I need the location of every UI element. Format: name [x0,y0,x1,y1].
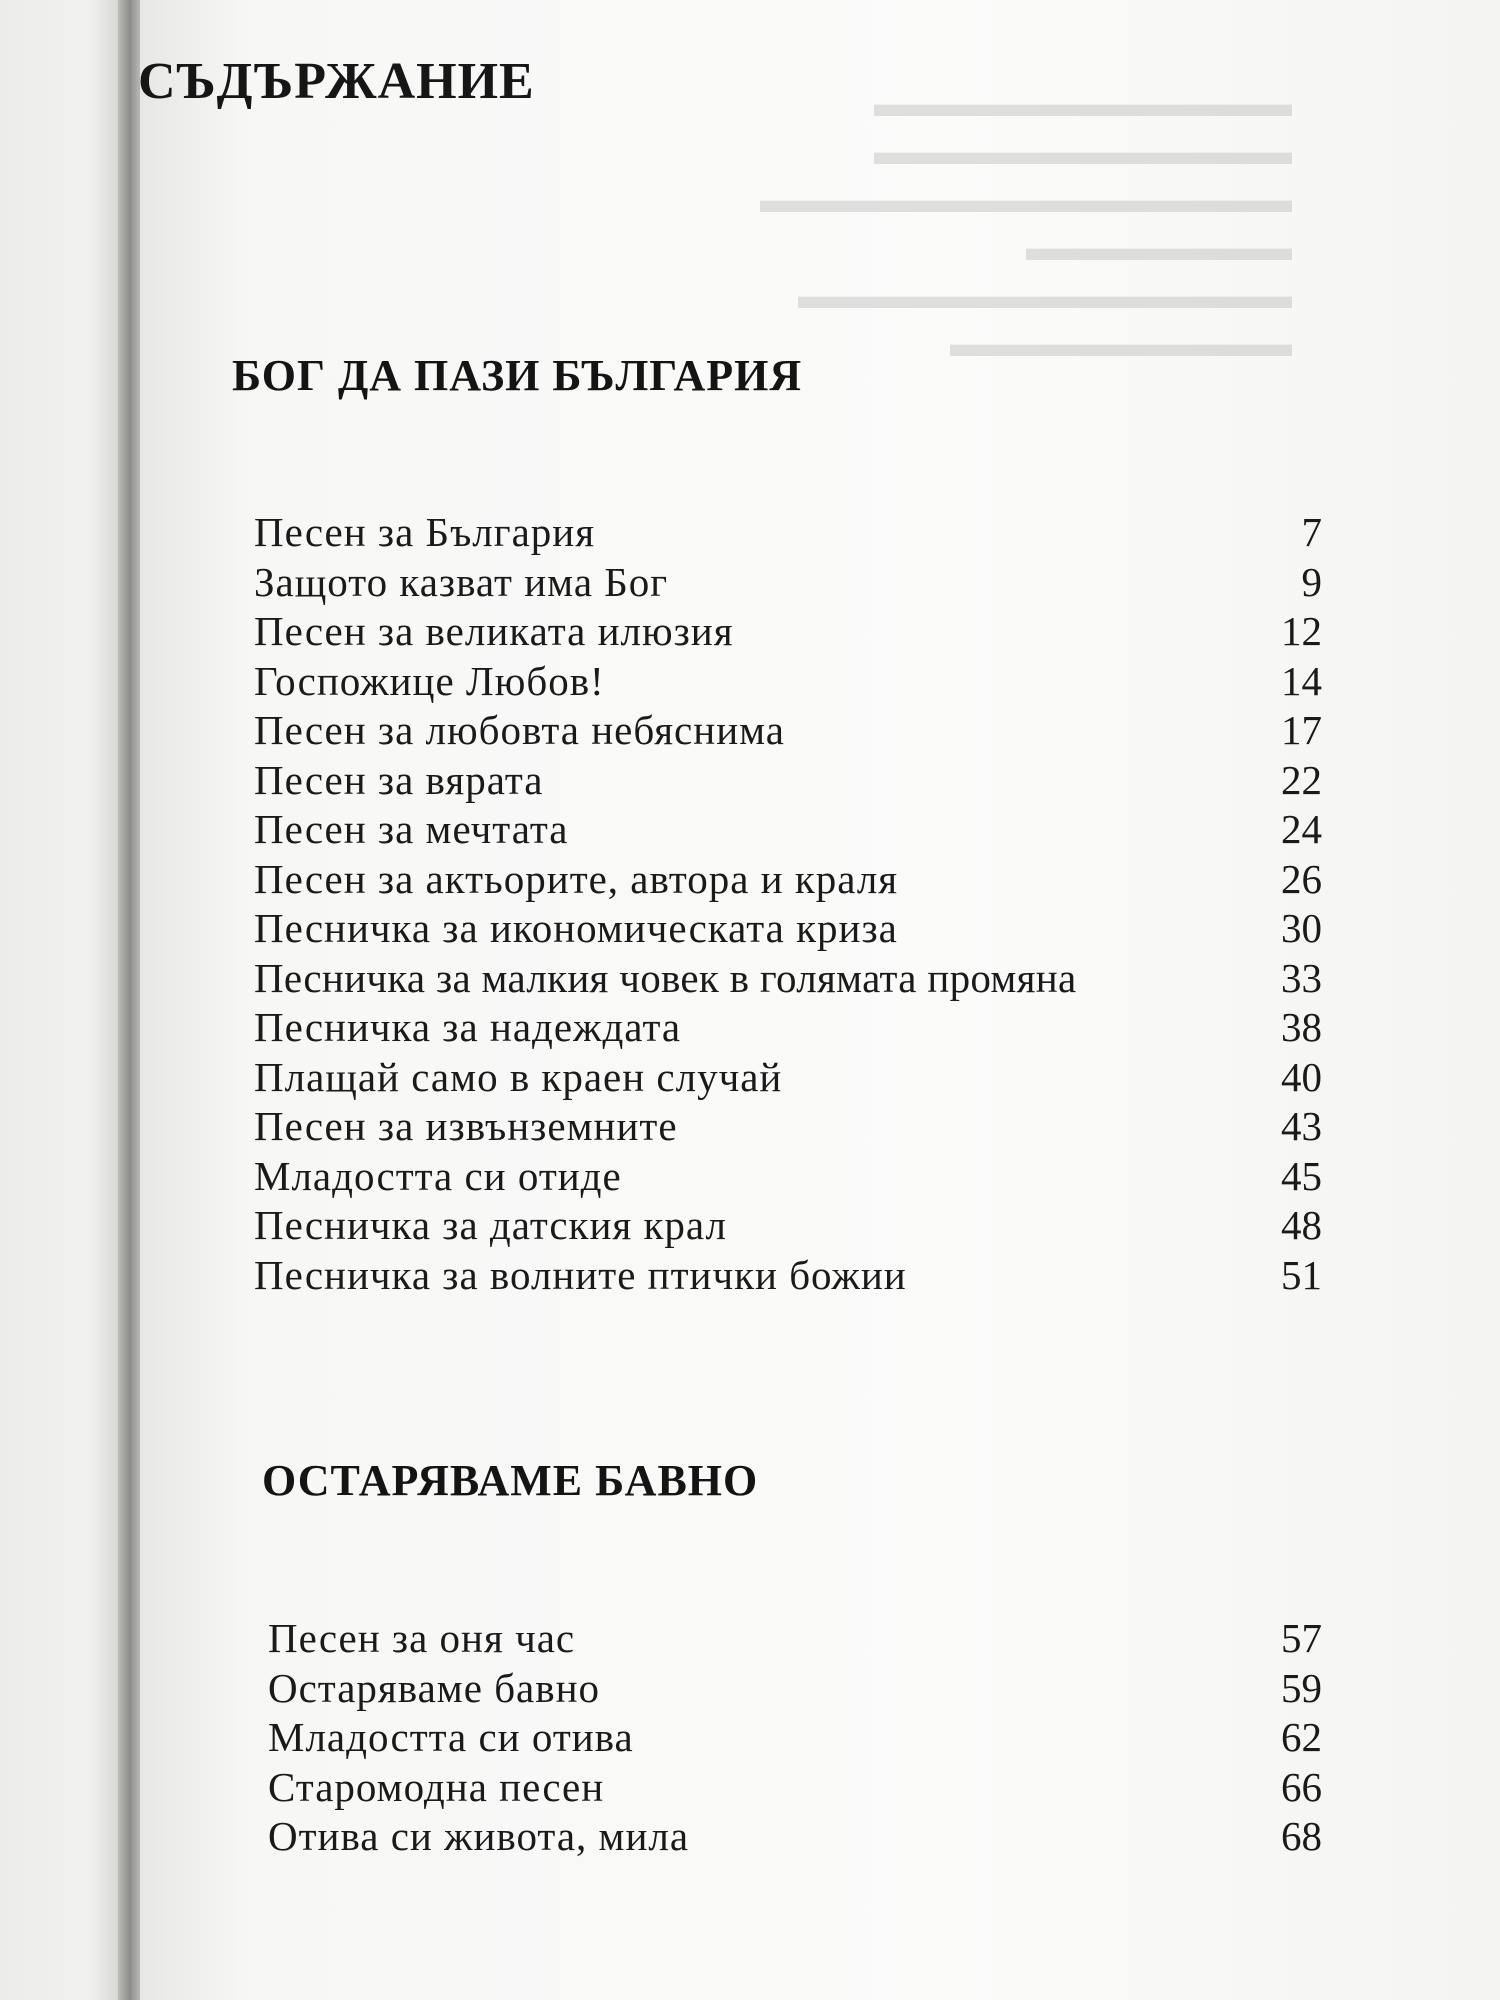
page-title: СЪДЪРЖАНИЕ [138,53,535,110]
toc-entry-title: Песен за извънземните [254,1103,678,1149]
toc-entry-title: Песен за мечтата [254,806,569,852]
toc-entry[interactable] [254,855,1322,905]
toc-entry-title: Песен за актьорите, автора и краля [254,855,899,902]
toc-entry-title: Песничка за датския крал [254,1202,727,1248]
toc-entry[interactable] [254,756,1322,806]
toc-entry-page: 40 [1281,1053,1322,1100]
toc-entry-title: Младостта си отива [268,1714,634,1760]
toc-entry-page: 66 [1281,1763,1322,1810]
toc-entry-title: Песничка за икономическата криза [254,905,898,951]
toc-entry[interactable] [254,1251,1322,1301]
toc-entry-title: Песен за вярата [254,756,544,803]
toc-entry[interactable] [254,954,1322,1004]
toc-entry[interactable] [254,558,1322,608]
section-heading-ostaryavame-bavno: ОСТАРЯВАМЕ БАВНО [262,1456,759,1505]
toc-entry-page: 51 [1281,1251,1322,1298]
left-page-edge [0,0,128,2000]
toc-entry[interactable] [254,1152,1322,1202]
toc-entry-page: 38 [1281,1004,1322,1050]
toc-entry-title: Младостта си отиде [254,1152,622,1199]
toc-entry[interactable] [254,706,1322,756]
toc-entry[interactable] [268,1713,1322,1763]
toc-entry[interactable] [254,904,1322,954]
toc-entry-page: 30 [1281,905,1322,951]
toc-entry[interactable] [254,1201,1322,1251]
toc-entry[interactable] [254,1003,1322,1053]
toc-entry-title: Старомодна песен [268,1763,605,1810]
toc-entry-page: 57 [1281,1615,1322,1661]
toc-entry-title: Песничка за малкия човек в голямата промяна [254,954,1077,1001]
toc-entry-title: Защото казват има Бог [254,558,669,605]
toc-entry-page: 17 [1281,707,1322,753]
toc-entry-page: 45 [1281,1152,1322,1199]
toc-entry[interactable] [268,1614,1322,1664]
section-heading-bog-da-pazi-bulgaria: БОГ ДА ПАЗИ БЪЛГАРИЯ [232,351,803,400]
toc-list-section-1 [254,508,1322,1300]
toc-entry-page: 12 [1281,608,1322,654]
toc-entry-page: 48 [1281,1202,1322,1248]
toc-entry-page: 62 [1281,1714,1322,1760]
toc-entry[interactable] [268,1664,1322,1714]
toc-entry-page: 7 [1301,509,1322,555]
toc-entry-title: Песен за оня час [268,1615,576,1661]
toc-entry-title: Остаряваме бавно [268,1664,601,1711]
show-through: ▬▬▬▬▬▬▬▬▬▬▬ ▬▬▬▬▬▬▬▬▬▬▬ ▬▬▬▬▬▬▬▬▬▬▬▬▬▬ ▬▬▬▬▬▬▬ ▬▬▬▬▬▬▬▬▬▬▬▬▬ ▬▬▬▬▬▬▬▬▬ [760,83,1292,365]
toc-entry[interactable] [268,1812,1322,1862]
toc-entry-page: 33 [1281,954,1322,1001]
toc-entry-page: 14 [1281,657,1322,704]
toc-entry-page: 9 [1301,558,1322,605]
toc-entry-title: Отива си живота, мила [268,1813,690,1859]
toc-entry-page: 43 [1281,1103,1322,1149]
toc-entry-title: Госпожице Любов! [254,657,605,704]
toc-entry[interactable] [254,657,1322,707]
toc-entry[interactable] [254,1102,1322,1152]
toc-entry-page: 24 [1281,806,1322,852]
toc-entry-title: Песничка за надеждата [254,1004,682,1050]
toc-entry[interactable] [254,607,1322,657]
toc-entry-title: Песен за великата илюзия [254,608,734,654]
toc-entry-page: 59 [1281,1664,1322,1711]
toc-entry[interactable] [254,508,1322,558]
toc-entry-title: Песен за любовта небяснима [254,707,785,753]
toc-entry-title: Песничка за волните птички божии [254,1251,907,1298]
toc-entry[interactable] [254,1053,1322,1103]
toc-entry-page: 22 [1281,756,1322,803]
toc-entry-page: 26 [1281,855,1322,902]
toc-entry-title: Плащай само в краен случай [254,1053,783,1100]
toc-entry[interactable] [268,1763,1322,1813]
toc-entry-title: Песен за България [254,509,596,555]
toc-entry[interactable] [254,805,1322,855]
toc-entry-page: 68 [1281,1813,1322,1859]
toc-list-section-2 [268,1614,1322,1862]
